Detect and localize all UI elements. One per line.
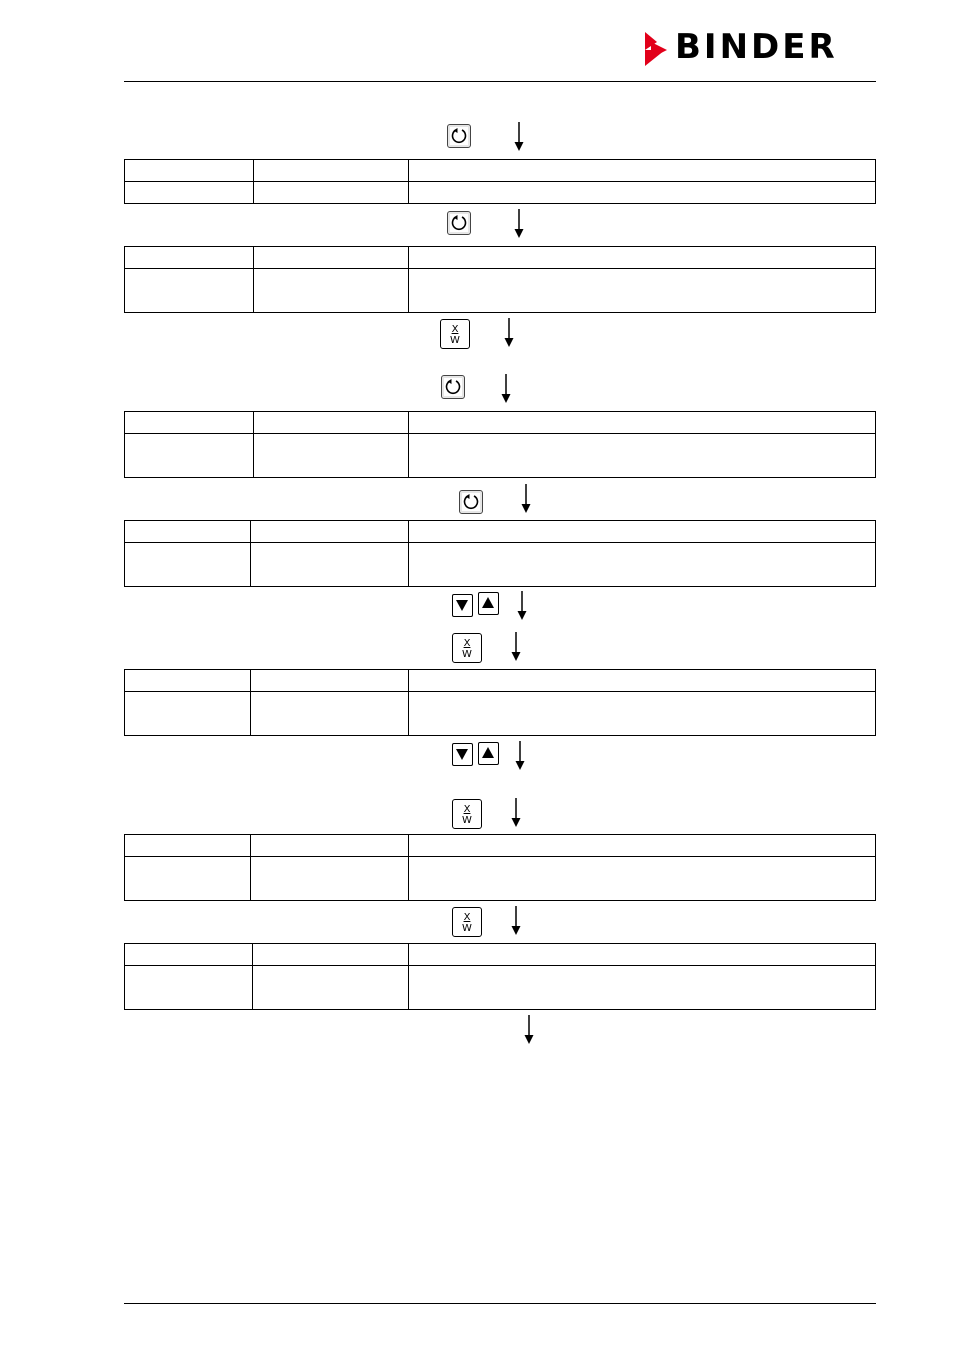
xw-key-bottom-label: W xyxy=(462,923,472,934)
table-cell xyxy=(251,692,409,736)
rotate-icon xyxy=(448,125,470,147)
binder-logo xyxy=(645,27,877,68)
xw-key-top-label: X xyxy=(451,324,459,335)
up-triangle-icon xyxy=(479,743,497,763)
table-cell xyxy=(409,434,876,478)
xw-key-bottom-label: W xyxy=(450,335,460,346)
setpoint-key[interactable] xyxy=(452,799,482,829)
table-cell xyxy=(125,966,253,1010)
logo-mark-icon xyxy=(645,30,671,68)
display-table-3 xyxy=(124,411,876,478)
display-table-6 xyxy=(124,834,876,901)
table-cell xyxy=(125,670,251,692)
down-triangle-icon xyxy=(453,744,471,764)
display-table-4 xyxy=(124,520,876,587)
table-cell xyxy=(254,434,409,478)
down-arrow-icon xyxy=(499,374,513,404)
table-cell xyxy=(254,182,409,204)
table-cell xyxy=(409,670,876,692)
table-cell xyxy=(409,835,876,857)
table-cell xyxy=(125,521,251,543)
down-arrow-icon xyxy=(522,1015,536,1045)
down-arrow-icon xyxy=(509,798,523,828)
display-table-7 xyxy=(124,943,876,1010)
table-cell xyxy=(125,543,251,587)
table-cell xyxy=(125,160,254,182)
table-cell xyxy=(251,670,409,692)
table-cell xyxy=(409,857,876,901)
down-arrow-icon xyxy=(513,741,527,771)
rotate-icon xyxy=(460,491,482,513)
down-arrow-icon xyxy=(512,209,526,239)
mode-key[interactable] xyxy=(447,211,471,235)
rotate-icon xyxy=(442,376,464,398)
table-cell xyxy=(251,857,409,901)
table-cell xyxy=(254,160,409,182)
table-cell xyxy=(125,247,254,269)
mode-key[interactable] xyxy=(459,490,483,514)
down-arrow-icon xyxy=(509,632,523,662)
xw-key-top-label: X xyxy=(463,912,471,923)
table-cell xyxy=(125,692,251,736)
table-cell xyxy=(253,966,409,1010)
display-table-1 xyxy=(124,159,876,204)
table-cell xyxy=(125,182,254,204)
table-cell xyxy=(409,182,876,204)
down-key[interactable] xyxy=(452,594,473,617)
table-cell xyxy=(409,543,876,587)
down-triangle-icon xyxy=(453,595,471,615)
setpoint-key[interactable] xyxy=(452,633,482,663)
mode-key[interactable] xyxy=(447,124,471,148)
table-cell xyxy=(254,412,409,434)
table-cell xyxy=(125,434,254,478)
setpoint-key[interactable] xyxy=(452,907,482,937)
display-table-5 xyxy=(124,669,876,736)
up-key[interactable] xyxy=(478,592,499,615)
table-cell xyxy=(409,521,876,543)
table-cell xyxy=(251,543,409,587)
footer-rule xyxy=(124,1303,876,1304)
xw-key-bottom-label: W xyxy=(462,815,472,826)
down-arrow-icon xyxy=(515,591,529,621)
table-cell xyxy=(409,944,876,966)
table-cell xyxy=(251,835,409,857)
table-cell xyxy=(409,692,876,736)
table-cell xyxy=(125,857,251,901)
down-key[interactable] xyxy=(452,743,473,766)
table-cell xyxy=(254,247,409,269)
table-cell xyxy=(409,247,876,269)
xw-key-top-label: X xyxy=(463,804,471,815)
mode-key[interactable] xyxy=(441,375,465,399)
table-cell xyxy=(125,944,253,966)
down-arrow-icon xyxy=(512,122,526,152)
table-cell xyxy=(254,269,409,313)
up-triangle-icon xyxy=(479,593,497,613)
xw-key-bottom-label: W xyxy=(462,649,472,660)
down-arrow-icon xyxy=(519,484,533,514)
header-rule xyxy=(124,81,876,82)
table-cell xyxy=(125,412,254,434)
rotate-icon xyxy=(448,212,470,234)
table-cell xyxy=(251,521,409,543)
logo-text: BINDER xyxy=(675,27,838,67)
xw-key-top-label: X xyxy=(463,638,471,649)
table-cell xyxy=(409,966,876,1010)
setpoint-key[interactable] xyxy=(440,319,470,349)
down-arrow-icon xyxy=(502,318,516,348)
table-cell xyxy=(409,412,876,434)
table-cell xyxy=(125,269,254,313)
table-cell xyxy=(253,944,409,966)
table-cell xyxy=(409,269,876,313)
display-table-2 xyxy=(124,246,876,313)
table-cell xyxy=(125,835,251,857)
down-arrow-icon xyxy=(509,906,523,936)
up-key[interactable] xyxy=(478,742,499,765)
table-cell xyxy=(409,160,876,182)
